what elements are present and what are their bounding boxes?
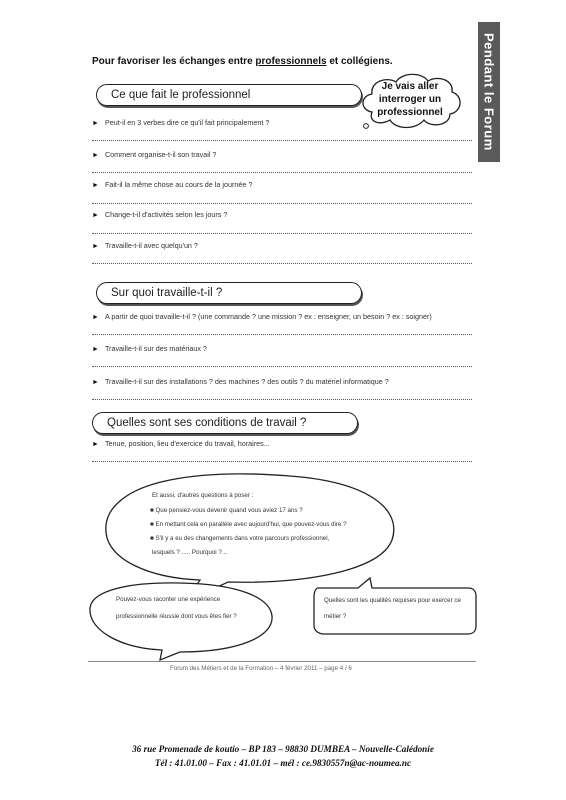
big-bubble-item (150, 518, 347, 532)
bullet-arrow-icon: ► (92, 182, 99, 189)
left-bubble-line: Pouvez-vous raconter une expérience (116, 596, 221, 603)
big-bubble-intro: Et aussi, d'autres questions à poser : (152, 492, 254, 499)
question-text: Travaille-t-il avec quelqu'un ? (104, 241, 198, 250)
cloud-line: professionnel (377, 107, 443, 118)
big-bubble-item-text: Que pensiez-vous devenir quand vous aviez 17 ans ? (155, 507, 303, 514)
question-text: Travaille-t-il sur des matériaux ? (104, 344, 207, 353)
address-line-1: 36 rue Promenade de koutio – BP 183 – 98830 DUMBEA – Nouvelle-Calédonie (132, 744, 434, 754)
intro-before: Pour favoriser les échanges entre (92, 56, 256, 67)
side-tab-label: Pendant le Forum (478, 22, 500, 162)
bullet-arrow-icon: ► (92, 120, 99, 127)
bullet-arrow-icon: ► (92, 314, 99, 321)
square-bullet-icon: ■ (150, 507, 156, 514)
footer-rule (88, 661, 476, 662)
question-text: Comment organise-t-il son travail ? (104, 150, 217, 159)
bullet-arrow-icon: ► (92, 346, 99, 353)
section-title-conditions: Quelles sont ses conditions de travail ? (92, 412, 358, 434)
question-text: Tenue, position, lieu d'exercice du travail, horaires... (104, 439, 270, 448)
bullet-arrow-icon: ► (92, 379, 99, 386)
footer-page-info: Forum des Métiers et de la Formation – 4 février 2011 – page 4 / 6 (170, 665, 352, 672)
square-bullet-icon: ■ (150, 535, 156, 542)
section-title-sur-quoi: Sur quoi travaille-t-il ? (96, 282, 362, 304)
big-bubble-item (150, 504, 303, 518)
question-text: Peut-il en 3 verbes dire ce qu'il fait principalement ? (104, 118, 270, 127)
section-title-professionnel: Ce que fait le professionnel (96, 84, 362, 106)
bullet-arrow-icon: ► (92, 212, 99, 219)
question-text: Fait-il la même chose au cours de la journée ? (104, 180, 253, 189)
question-text: A partir de quoi travaille-t-il ? (une commande ? une mission ? ex : enseigner, un besoin ? ex : soigner) (104, 312, 432, 321)
cloud-line: interroger un (378, 94, 442, 105)
big-bubble-item-text: En mettant cela en parallèle avec aujourd'hui, que pouvez-vous dire ? (155, 521, 347, 528)
big-bubble-item (150, 532, 329, 546)
intro-after: et collégiens. (326, 56, 393, 67)
left-bubble-line: professionnelle réussie dont vous êtes fier ? (116, 613, 237, 620)
bullet-arrow-icon: ► (92, 243, 99, 250)
right-bubble-line: Quelles sont les qualités requises pour exercer ce (324, 597, 461, 604)
cloud-line: Je vais aller (381, 81, 439, 92)
big-bubble-item-text: S'il y a eu des changements dans votre parcours professionnel, (155, 535, 330, 542)
address-line-2: Tél : 41.01.00 – Fax : 41.01.01 – mél : ce.9830557n@ac-noumea.nc (154, 758, 412, 768)
bullet-arrow-icon: ► (92, 441, 99, 448)
right-bubble-line: métier ? (324, 613, 347, 620)
question-text: Change-t-il d'activités selon les jours ? (104, 210, 228, 219)
big-bubble-last: lesquels ? ..... Pourquoi ?... (152, 549, 227, 556)
bullet-arrow-icon: ► (92, 152, 99, 159)
question-text: Travaille-t-il sur des installations ? des machines ? des outils ? du matériel informatique ? (104, 377, 389, 386)
intro-underlined: professionnels (255, 56, 327, 67)
square-bullet-icon: ■ (150, 521, 156, 528)
